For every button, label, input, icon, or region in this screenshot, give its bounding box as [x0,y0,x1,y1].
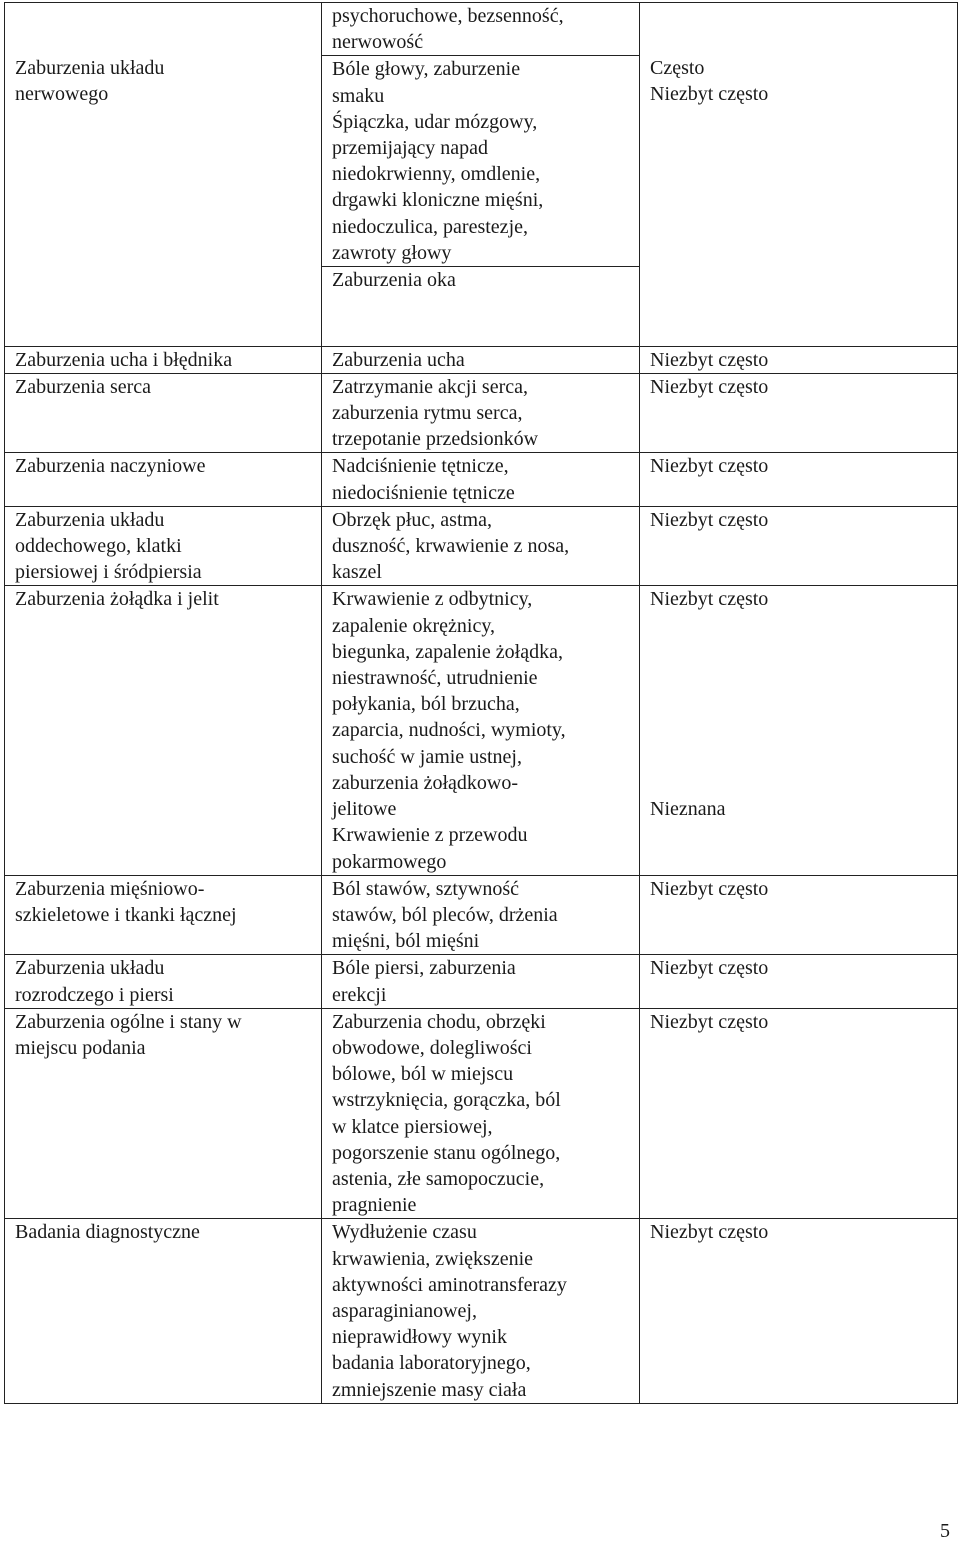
frequency-line: Często [650,57,705,79]
effect-line: połykania, ból brzucha, [332,693,520,716]
table-row [5,1219,958,1403]
system-line: Zaburzenia układu [15,508,165,531]
table-row [5,955,958,1008]
effect-line: smaku [332,84,385,107]
effects-cell [322,56,640,267]
effect-line: biegunka, zapalenie żołądka, [332,640,563,663]
effect-line: nieprawidłowy wynik [332,1326,507,1349]
table-row [5,3,958,56]
effect-line: trzepotanie przedsionków [332,428,539,451]
effect-line: obwodowe, dolegliwości [332,1036,532,1059]
effect-line: Bóle piersi, zaburzenia [332,957,516,980]
effect-line: Krwawienie z odbytnicy, [332,588,533,611]
effect-line: kaszel [332,561,382,584]
effect-line: zawroty głowy [332,241,452,264]
frequency-line: Niezbyt często [650,508,769,531]
effect-line: niedoczulica, parestezje, [332,215,528,238]
effect-line: w klatce piersiowej, [332,1115,493,1138]
effect-line: pokarmowego [332,850,447,873]
effect-line: Zatrzymanie akcji serca, [332,375,528,398]
frequency-line: Niezbyt często [650,455,769,478]
effect-line: astenia, złe samopoczucie, [332,1167,545,1190]
table-row [5,453,958,506]
effect-line: mięśni, ból mięśni [332,930,480,953]
table-row [5,346,958,373]
system-line: Zaburzenia ucha i błędnika [15,348,233,371]
effect-line: Zaburzenia ucha [332,348,465,371]
effect-line: pragnienie [332,1194,417,1217]
effect-line: drgawki kloniczne mięśni, [332,189,544,212]
system-line: Zaburzenia żołądka i jelit [15,588,219,611]
frequency-cell [640,3,958,347]
system-line: oddechowego, klatki [15,535,182,558]
effect-line: suchość w jamie ustnej, [332,745,522,768]
effect-line: zapalenie okrężnicy, [332,614,496,637]
system-line: piersiowej i śródpiersia [15,561,202,584]
effect-line: Bóle głowy, zaburzenie [332,58,521,81]
system-line: Zaburzenia ogólne i stany w [15,1010,242,1033]
effect-line: zmniejszenie masy ciała [332,1378,527,1401]
frequency-line: Niezbyt często [650,83,769,106]
system-line: szkieletowe i tkanki łącznej [15,903,237,926]
effect-line: badania laboratoryjnego, [332,1352,531,1375]
effect-line: duszność, krwawienie z nosa, [332,535,570,558]
frequency-line: Niezbyt często [650,348,769,371]
frequency-line: Niezbyt często [650,877,769,900]
effects-cell [322,3,640,56]
frequency-line: Niezbyt często [650,1221,769,1244]
frequency-line: Niezbyt często [650,957,769,980]
system-line: Zaburzenia układu [15,957,165,980]
table-row [5,1008,958,1219]
effect-line: Wydłużenie czasu [332,1221,477,1244]
effect-line: niedokrwienny, omdlenie, [332,163,541,186]
effect-line: przemijający napad [332,137,489,160]
table-row [5,373,958,453]
system-line: Zaburzenia serca [15,375,152,398]
system-line: Zaburzenia oka [332,269,456,292]
effect-line: krwawienia, zwiększenie [332,1247,534,1270]
effect-line: bólowe, ból w miejscu [332,1063,514,1086]
effect-line: aktywności aminotransferazy [332,1273,567,1296]
adverse-effects-table [4,2,958,1404]
system-line: Zaburzenia naczyniowe [15,455,206,478]
effect-line: zaparcia, nudności, wymioty, [332,719,566,742]
system-line: nerwowego [15,83,109,106]
page-number: 5 [940,1520,950,1542]
effect-line: jelitowe [332,798,397,821]
effect-line: Obrzęk płuc, astma, [332,508,492,531]
effect-line: Zaburzenia chodu, obrzęki [332,1010,546,1033]
table-row [5,506,958,586]
effect-line: Śpiączka, udar mózgowy, [332,110,538,133]
table-row [5,875,958,955]
effect-line: erekcji [332,983,387,1006]
effect-line: Krwawienie z przewodu [332,824,528,847]
effect-line: nerwowość [332,31,424,54]
effect-line: pogorszenie stanu ogólnego, [332,1141,561,1164]
effect-line: wstrzyknięcia, gorączka, ból [332,1089,561,1112]
system-line: rozrodczego i piersi [15,983,174,1006]
frequency-line: Niezbyt często [650,375,769,398]
system-line: Zaburzenia mięśniowo- [15,877,205,900]
frequency-line: Niezbyt często [650,588,769,611]
system-line: miejscu podania [15,1036,146,1059]
system-line: Badania diagnostyczne [15,1221,200,1244]
effect-line: zaburzenia rytmu serca, [332,402,523,425]
effect-line: niedociśnienie tętnicze [332,481,515,504]
effect-line: stawów, ból pleców, drżenia [332,903,558,926]
system-line: Zaburzenia układu [15,57,165,79]
effect-line: Nadciśnienie tętnicze, [332,455,509,478]
frequency-line: Nieznana [650,798,726,821]
frequency-line: Niezbyt często [650,1010,769,1033]
effect-line: psychoruchowe, bezsenność, [332,5,564,27]
effect-line: Ból stawów, sztywność [332,877,520,900]
effect-line: niestrawność, utrudnienie [332,667,538,690]
effect-line: zaburzenia żołądkowo- [332,771,519,794]
system-cell [5,3,322,347]
effect-line: asparaginianowej, [332,1299,477,1322]
